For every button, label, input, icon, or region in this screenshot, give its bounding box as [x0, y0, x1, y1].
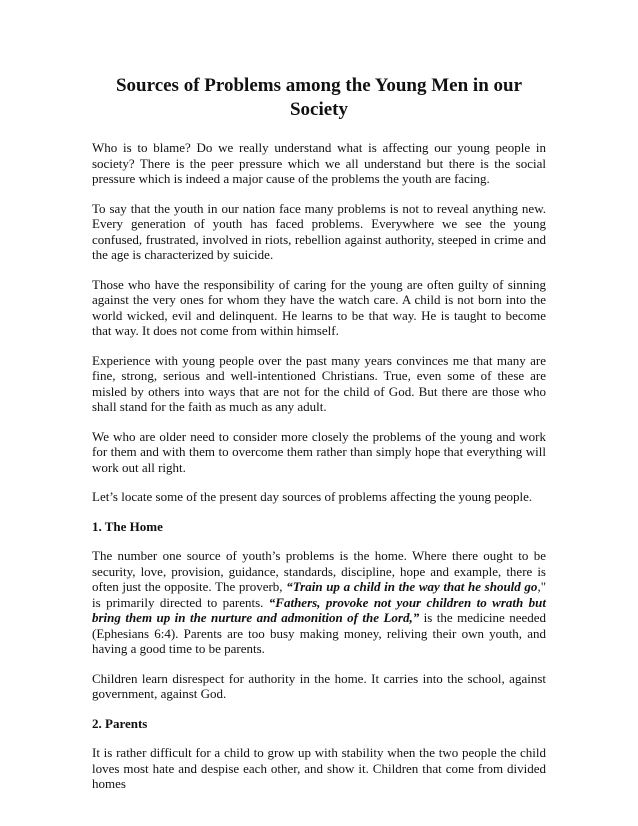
paragraph-home [92, 548, 546, 657]
paragraph-parents: It is rather difficult for a child to grow up with stability when the two people the child loves most hate and despise each other, and show it. Children that come from divided homes [92, 745, 546, 791]
proverb-quote: “Train up a child in the way that he should go [286, 579, 538, 594]
paragraph-experience: Experience with young people over the past many years convinces me that many are fine, strong, serious and well-intentioned Christians. True, even some of these are misled by others into ways that are not for the child of God. But there are those who shall stand for the faith as much as any adult. [92, 352, 546, 414]
paragraph-responsibility: Those who have the responsibility of caring for the young are often guilty of sinning against the very ones for whom they have the watch care. A child is not born into the world wicked, evil and delinquent. He learns to be that way. He is taught to become that way. It does not come from within himself. [92, 276, 546, 338]
paragraph-disrespect: Children learn disrespect for authority in the home. It carries into the school, against government, against God. [92, 670, 546, 701]
section-heading-home: 1. The Home [92, 518, 163, 534]
home-text-part-2: ," is primarily directed to parents. [92, 579, 546, 610]
section-heading-parents: 2. Parents [92, 715, 148, 731]
paragraph-blame: Who is to blame? Do we really understand what is affecting our young people in society? There is the peer pressure which we all understand but there is the social pressure which is indeed a major cause of the problems the youth are facing. [92, 140, 546, 186]
home-text-part-3: is the medicine needed (Ephesians 6:4). Parents are too busy making money, reliving their own youth, and having a good time to be parents. [92, 610, 547, 656]
paragraph-locate-sources: Let’s locate some of the present day sources of problems affecting the young people. [92, 489, 533, 504]
ephesians-quote: “Fathers, provoke not your children to wrath but bring them up in the nurture and admonition of the Lord,” [92, 594, 546, 625]
document-page [92, 74, 546, 806]
document-title: Sources of Problems among the Young Men in our Society [115, 75, 523, 120]
home-text-part-1: The number one source of youth’s problems is the home. Where there ought to be security, love, provision, guidance, standards, discipline, hope and example, there is often just the opposite. The proverb, [92, 548, 546, 594]
paragraph-youth-problems: To say that the youth in our nation face many problems is not to reveal anything new. Every generation of youth has faced problems. Everywhere we see the young confused, frustrated, involved in riots, rebellion against authority, steeped in crime and the age is characterized by suicide. [92, 200, 546, 262]
paragraph-older-consider: We who are older need to consider more closely the problems of the young and work for them and with them to overcome them rather than simply hope that everything will work out all right. [92, 428, 546, 475]
